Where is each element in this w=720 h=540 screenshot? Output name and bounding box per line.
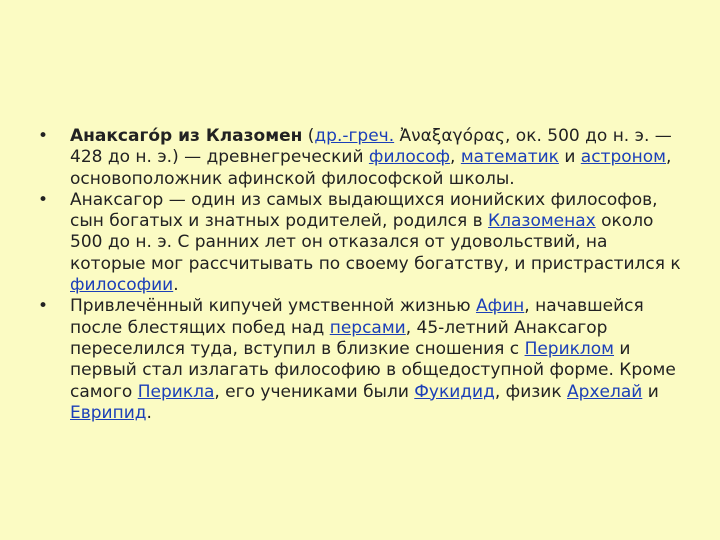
bullet-1-text: и	[558, 147, 581, 168]
link-astronom[interactable]: астроном	[580, 147, 666, 168]
link-dr-grech[interactable]: др.-греч.	[314, 126, 395, 146]
bullet-item-2	[38, 190, 688, 296]
link-perikla[interactable]: Перикла	[137, 381, 215, 402]
link-afin[interactable]: Афин	[475, 296, 525, 317]
bullet-1-text: , основоположник афинской философской школы.	[70, 147, 672, 189]
bullet-3-text: .	[146, 402, 152, 423]
bullet-3-text: и первый стал излагать философию в общедоступной форме. Кроме самого	[70, 338, 676, 402]
link-filosofii[interactable]: философии	[70, 275, 174, 296]
bullet-item-1	[38, 126, 688, 190]
bullet-2-text: .	[173, 275, 179, 296]
bullet-3-text: , начавшейся после блестящих побед над	[70, 296, 644, 338]
bullet-dot: •	[38, 189, 49, 210]
bullet-1-text: ,	[450, 147, 461, 168]
bullet-3-text: Привлечённый кипучей умственной жизнью	[70, 296, 476, 317]
bullet-1-text: (	[302, 126, 315, 146]
bullet-3-text: , 45-летний Анаксагор переселился туда, вступил в близкие сношения с	[70, 317, 608, 359]
link-klazomenah[interactable]: Клазоменах	[488, 211, 596, 232]
link-evripid[interactable]: Еврипид	[70, 402, 147, 423]
link-fukidid[interactable]: Фукидид	[414, 381, 495, 402]
bullet-dot: •	[38, 126, 49, 146]
link-arhelaj[interactable]: Архелай	[567, 381, 643, 402]
bullet-1-bold-title: Анаксаго́р из Клазомен	[70, 126, 303, 146]
link-filosof[interactable]: философ	[368, 147, 451, 168]
link-periklom[interactable]: Периклом	[524, 338, 615, 359]
link-matematik[interactable]: математик	[460, 147, 559, 168]
bullet-1-text: Ἀναξαγόρας, ок. 500 до н. э. — 428 до н. э.) — древнегреческий	[70, 126, 672, 168]
bullet-3-text: и	[642, 381, 659, 402]
link-persami[interactable]: персами	[329, 317, 406, 338]
bullet-3-text: , его учениками были	[214, 381, 415, 402]
bullet-2-text: около 500 до н. э. С ранних лет он отказался от удовольствий, на которые мог рассчитывать по своему богатству, и пристрастился к	[70, 211, 681, 274]
bullet-3-text: , физик	[494, 381, 568, 402]
bullet-2-text: Анаксагор — один из самых выдающихся ионийских философов, сын богатых и знатных родителей, родился в	[70, 189, 658, 232]
bullet-item-3	[38, 296, 688, 424]
bullet-dot: •	[38, 296, 49, 317]
bullet-list	[38, 126, 688, 424]
